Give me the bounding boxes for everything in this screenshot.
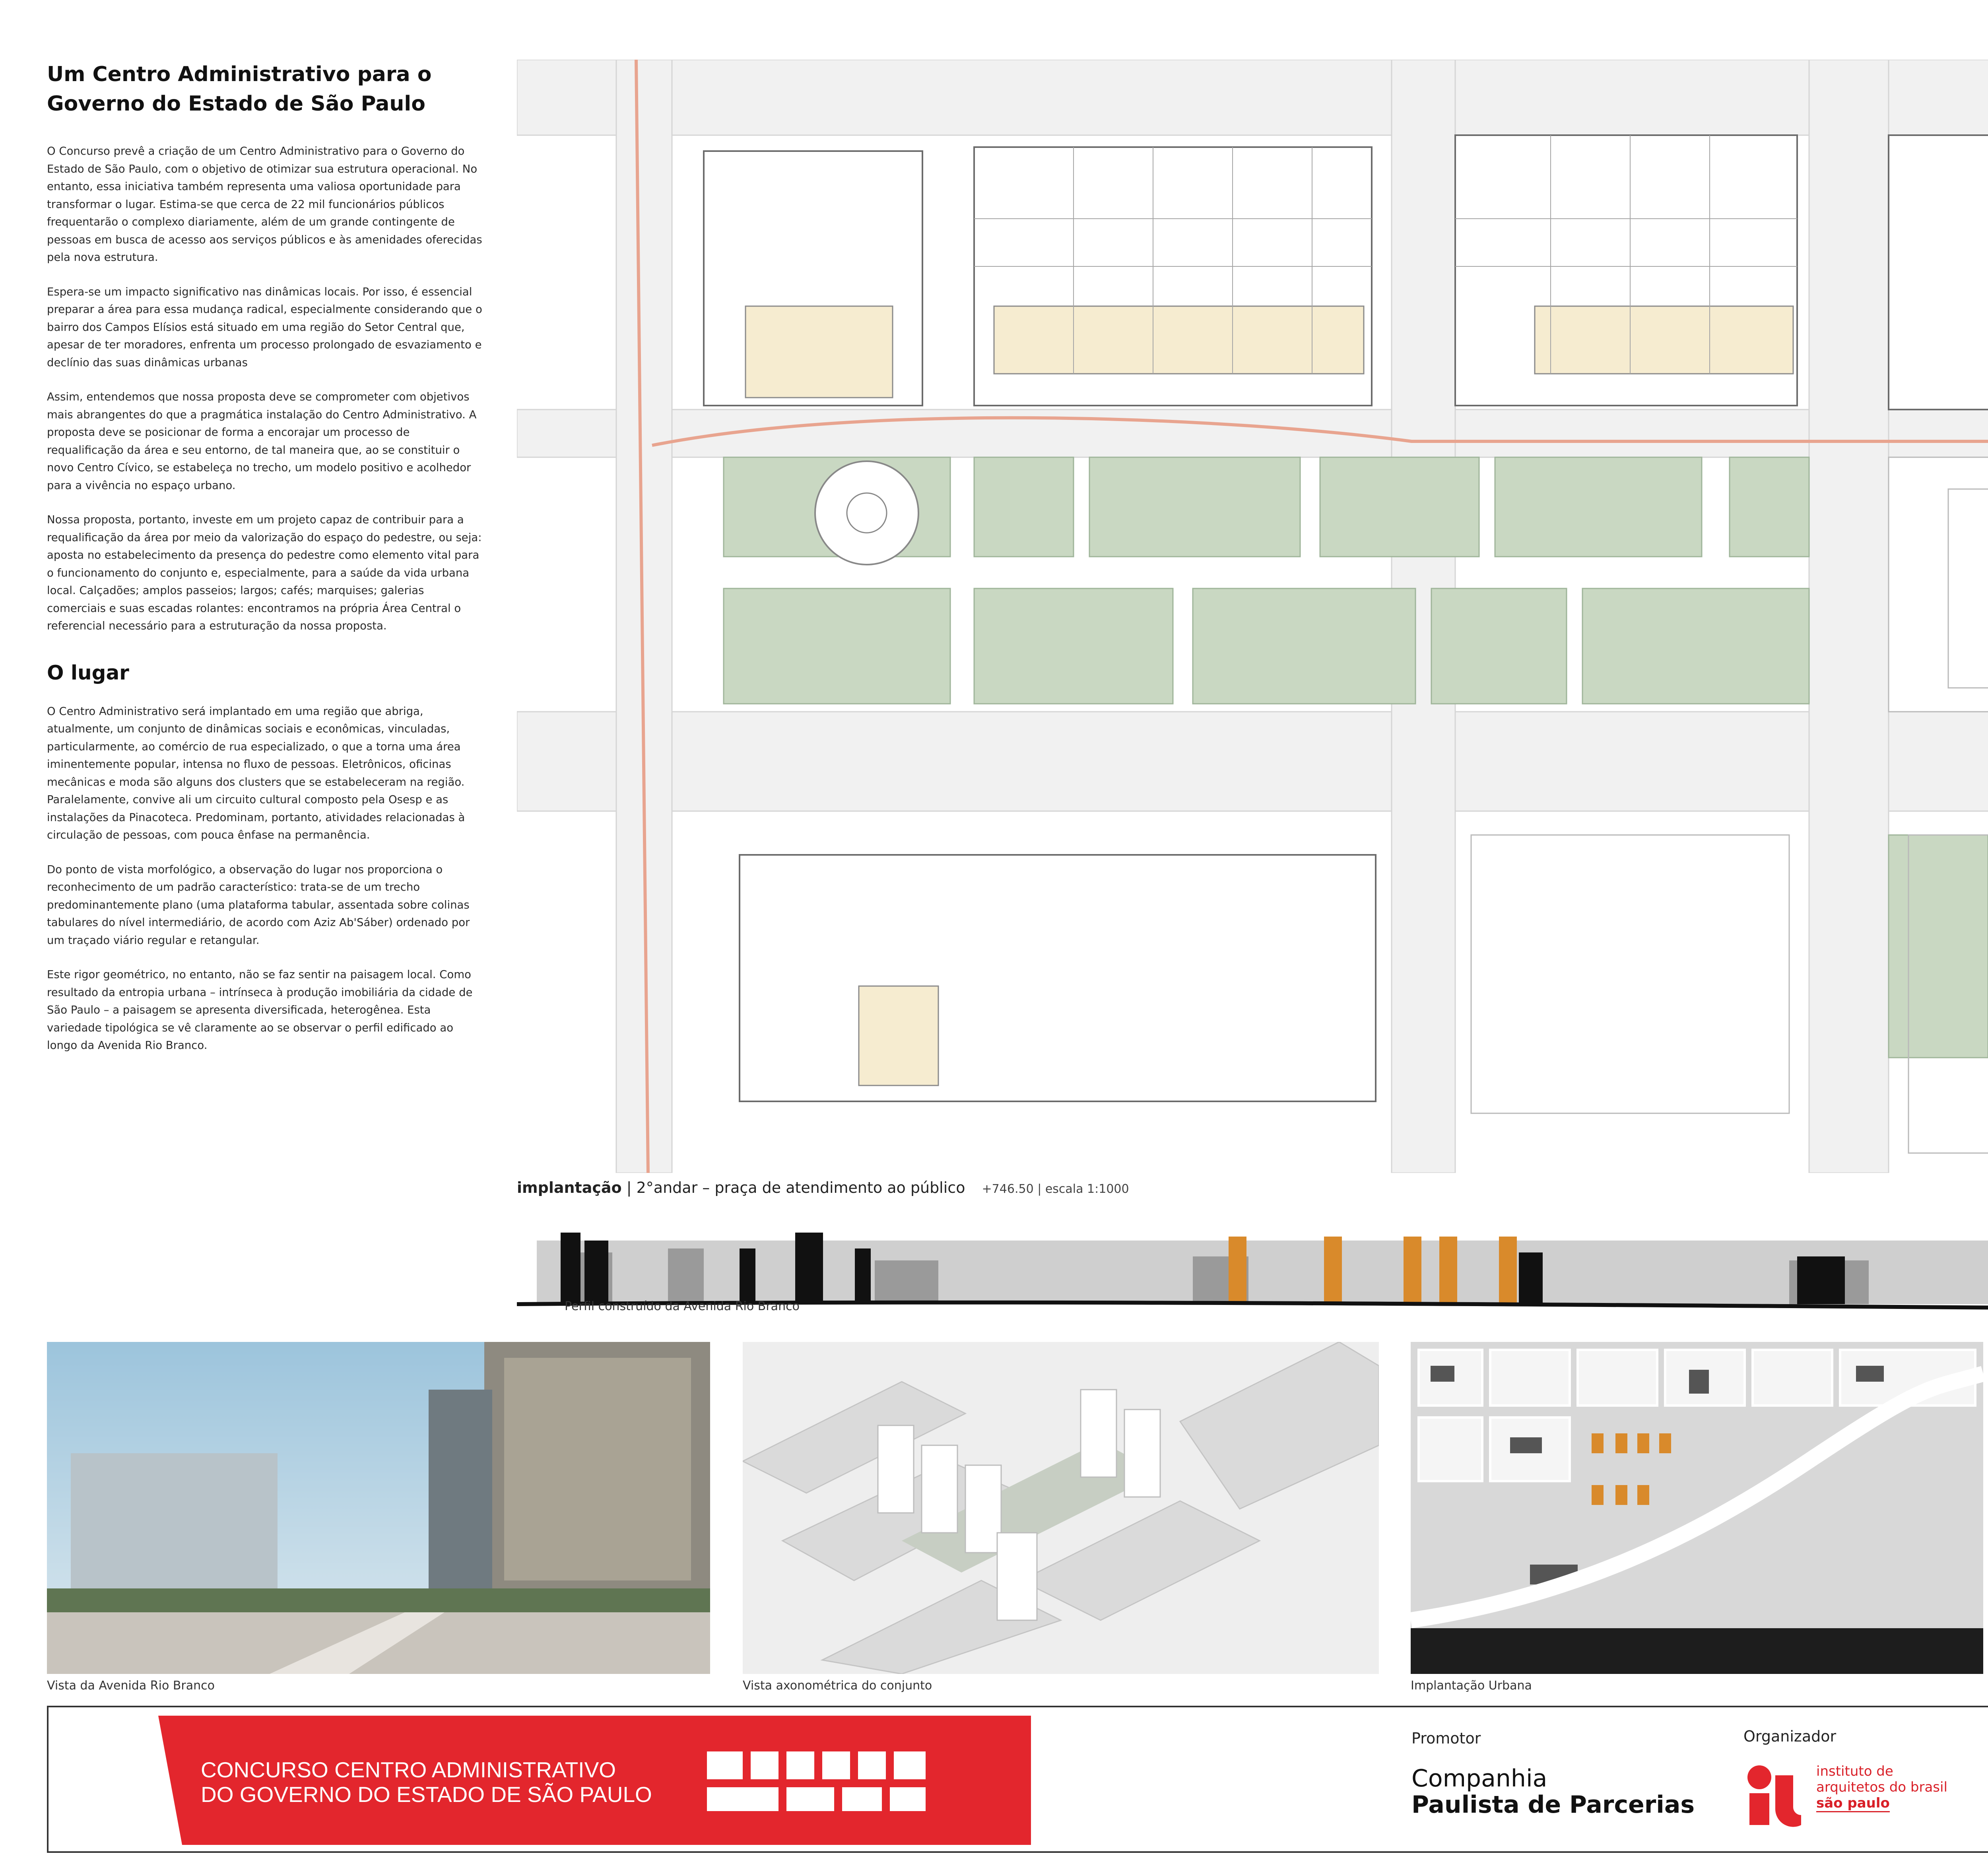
- article-paragraph: Este rigor geométrico, no entanto, não se faz sentir na paisagem local. Como resultado da entropia urbana – intrínseca à produção imobiliária da cidade de São Paulo – a paisagem se apresenta diversificada, heterogênea. Esta variedade tipológica se vê claramente ao se observar o perfil edificado ao longo da Avenida Rio Branco.: [47, 968, 473, 1052]
- iab-line: são paulo: [1816, 1795, 1890, 1812]
- article-paragraph: O Concurso prevê a criação de um Centro Administrativo para o Governo do Estado de São Paulo, com o objetivo de otimizar sua estrutura operacional. No entanto, essa iniciativa também representa uma valiosa oportunidade para transformar o lugar. Estima-se que cerca de 22 mil funcionários públicos frequentarão o complexo diariamente, além de um grande contingente de pessoas em busca de acesso aos serviços públicos e às amenidades oferecidas pela nova estrutura.: [47, 145, 482, 264]
- urban-implantation-map: [1411, 1342, 1983, 1674]
- profile-caption: Perfil construído da Avenida Rio Branco: [565, 1299, 800, 1313]
- street-view-render: [47, 1342, 710, 1674]
- promotor-label: Promotor: [1411, 1730, 1481, 1747]
- iab-line: arquitetos do brasil: [1816, 1779, 1947, 1795]
- article-paragraph: O Centro Administrativo será implantado em uma região que abriga, atualmente, um conjunto de dinâmicas sociais e econômicas, vinculadas, particularmente, ao comércio de rua especializado, o que a torna uma área iminentemente popular, intensa no fluxo de pessoas. Eletrônicos, oficinas mecânicas e moda são alguns dos clusters que se estabeleceram na região. Paralelamente, convive ali um circuito cultural composto pela Osesp e as instalações da Pinacoteca. Predominam, portanto, atividades relacionadas à circulação de pessoas, com pouca ênfase na permanência.: [47, 705, 465, 841]
- image-caption: Vista axonométrica do conjunto: [743, 1679, 932, 1693]
- article-paragraph: Assim, entendemos que nossa proposta deve se comprometer com objetivos mais abrangentes do que a pragmática instalação do Centro Administrativo. A proposta deve se posicionar de forma a encorajar um processo de requalificação da área e seu entorno, de tal maneira que, ao se constituir o novo Centro Cívico, se estabeleça no trecho, um modelo positivo e acolhedor para a vivência no espaço urbano.: [47, 390, 477, 492]
- iab-line: instituto de: [1816, 1763, 1893, 1779]
- promotor-name: [1411, 1765, 1695, 1818]
- image-caption: Implantação Urbana: [1411, 1679, 1532, 1693]
- article-title: Um Centro Administrativo para o Governo do Estado de São Paulo: [47, 62, 432, 116]
- iab-logo-icon: [1741, 1759, 1809, 1827]
- caption-separator: |: [626, 1179, 637, 1196]
- plan-caption: [517, 1179, 1129, 1196]
- axonometric-render: [743, 1342, 1379, 1674]
- image-caption: Vista da Avenida Rio Branco: [47, 1679, 215, 1693]
- iab-text: [1816, 1763, 1947, 1812]
- section-title: O lugar: [47, 661, 129, 684]
- site-plan-drawing: [517, 60, 1988, 1173]
- article-column: [47, 60, 484, 1071]
- banner-text: [201, 1757, 718, 1807]
- article-paragraph: Espera-se um impacto significativo nas dinâmicas locais. Por isso, é essencial preparar a área para essa mudança radical, especialmente considerando que o bairro dos Campos Elísios está situado em uma região do Setor Central que, apesar de ter moradores, enfrenta um processo prolongado de esvaziamento e declínio das suas dinâmicas urbanas: [47, 285, 482, 369]
- promotor-line: Paulista de Parcerias: [1411, 1791, 1695, 1819]
- banner-line: CONCURSO CENTRO ADMINISTRATIVO: [201, 1757, 616, 1782]
- article-paragraph: Do ponto de vista morfológico, a observação do lugar nos proporciona o reconhecimento de um padrão característico: trata-se de um trecho predominantemente plano (uma plataforma tabular, assentada sobre colinas tabulares do nível intermediário, de acordo com Aziz Ab'Sáber) ordenado por um traçado viário regular e retangular.: [47, 863, 470, 947]
- promotor-line: Companhia: [1411, 1765, 1547, 1792]
- organizador-label: Organizador: [1743, 1728, 1837, 1745]
- banner-line: DO GOVERNO DO ESTADO DE SÃO PAULO: [201, 1782, 652, 1807]
- plan-subtitle: 2°andar – praça de atendimento ao público: [636, 1179, 965, 1196]
- plan-title: implantação: [517, 1179, 622, 1196]
- plan-elevation-scale: +746.50 | escala 1:1000: [982, 1182, 1129, 1196]
- article-paragraph: Nossa proposta, portanto, investe em um projeto capaz de contribuir para a requalificação da área por meio da valorização do espaço do pedestre, ou seja: aposta no estabelecimento da presença do pedestre como elemento vital para o funcionamento do conjunto e, especialmente, para a saúde da vida urbana local. Calçadões; amplos passeios; largos; cafés; marquises; galerias comerciais e suas escadas rolantes: encontramos na própria Área Central o referencial necessário para a estruturação da nossa proposta.: [47, 513, 482, 632]
